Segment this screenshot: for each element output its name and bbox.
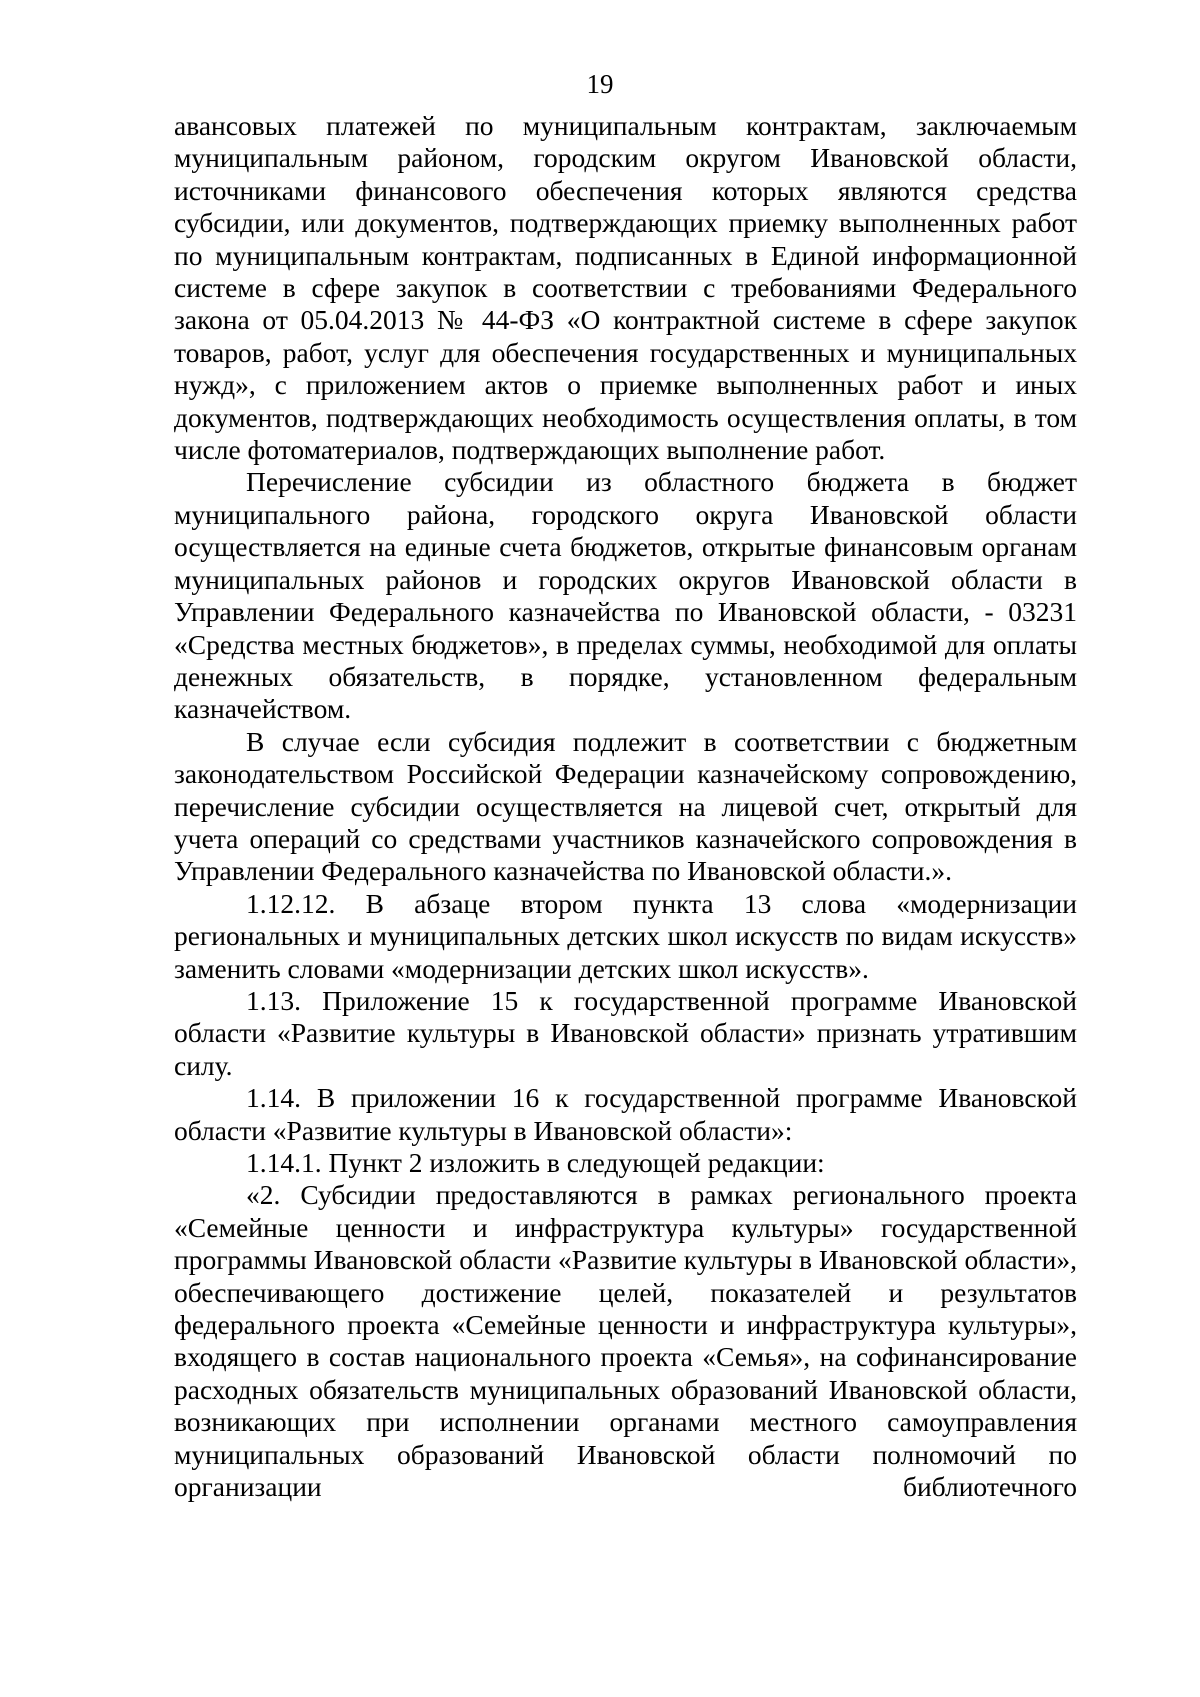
paragraph-1-14: 1.14. В приложении 16 к государственной программе Ивановской области «Развитие культуры в Ивановской области»: <box>174 1082 1077 1146</box>
document-body <box>174 110 1077 1503</box>
paragraph-1-14-1: 1.14.1. Пункт 2 изложить в следующей редакции: <box>246 1147 825 1178</box>
paragraph-subsidy-transfer: Перечисление субсидии из областного бюджета в бюджет муниципального района, городского округа Ивановской области осуществляется на единые счета бюджетов, открытые финансовым органам муниципальных районов и городских округов Ивановской области в Управлении Федерального казначейства по Ивановской области, - 03231 «Средства местных бюджетов», в пределах суммы, необходимой для оплаты денежных обязательств, в порядке, установленном федеральным казначейством. <box>174 466 1077 725</box>
paragraph-1-12-12: 1.12.12. В абзаце втором пункта 13 слова «модернизации региональных и муниципальных детских школ искусств по видам искусств» заменить словами «модернизации детских школ искусств». <box>174 887 1077 984</box>
paragraph-advance-payments: авансовых платежей по муниципальным контрактам, заключаемым муниципальным районом, городским округом Ивановской области, источниками финансового обеспечения которых являются средства субсидии, или документов, подтверждающих приемку выполненных работ по муниципальным контрактам, подписанных в Единой информационной системе в сфере закупок в соответствии с требованиями Федерального закона от 05.04.2013 № 44-ФЗ «О контрактной системе в сфере закупок товаров, работ, услуг для обеспечения государственных и муниципальных нужд», с приложением актов о приемке выполненных работ и иных документов, подтверждающих необходимость осуществления оплаты, в том числе фотоматериалов, подтверждающих выполнение работ. <box>174 110 1077 466</box>
paragraph-treasury-support: В случае если субсидия подлежит в соответствии с бюджетным законодательством Российской Федерации казначейскому сопровождению, перечисление субсидии осуществляется на лицевой счет, открытый для учета операций со средствами участников казначейского сопровождения в Управлении Федерального казначейства по Ивановской области.». <box>174 725 1077 887</box>
paragraph-1-13: 1.13. Приложение 15 к государственной программе Ивановской области «Развитие культуры в Ивановской области» признать утратившим силу. <box>174 984 1077 1081</box>
paragraph-item-2: «2. Субсидии предоставляются в рамках регионального проекта «Семейные ценности и инфраструктура культуры» государственной программы Ивановской области «Развитие культуры в Ивановской области», обеспечивающего достижение целей, показателей и результатов федерального проекта «Семейные ценности и инфраструктура культуры», входящего в состав национального проекта «Семья», на софинансирование расходных обязательств муниципальных образований Ивановской области, возникающих при исполнении органами местного самоуправления муниципальных образований Ивановской области полномочий по организации библиотечного <box>174 1179 1077 1503</box>
page-number: 19 <box>586 69 614 99</box>
